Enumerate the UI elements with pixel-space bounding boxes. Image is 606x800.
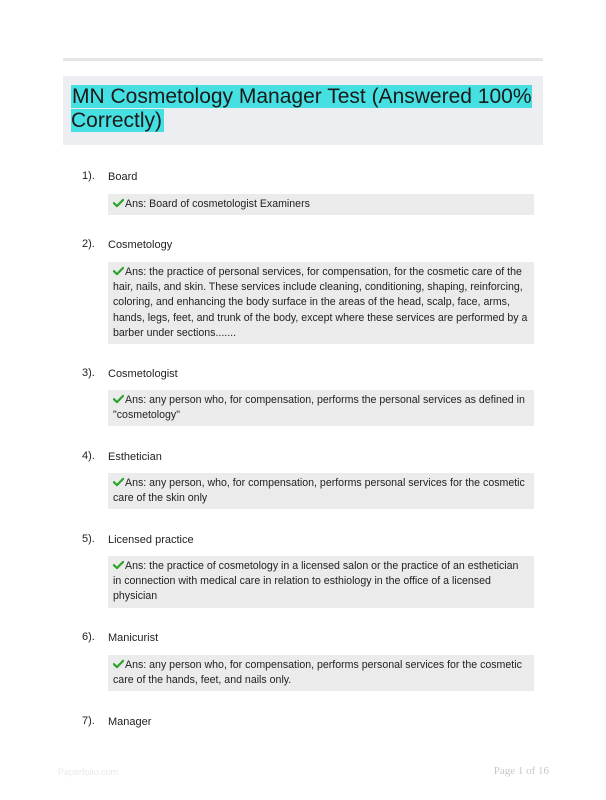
answer-box	[108, 473, 534, 509]
answer-text: any person who, for compensation, performs the personal services as defined in "cosmetology"	[113, 394, 525, 422]
answer-text: Board of cosmetologist Examiners	[149, 198, 310, 210]
top-divider	[63, 58, 543, 61]
answer-box	[108, 655, 534, 691]
answer-box	[108, 390, 534, 426]
question-term: Board	[108, 171, 138, 183]
footer-watermark: Paperfolio.com	[58, 767, 119, 777]
answer-prefix: Ans:	[125, 198, 150, 210]
answer-prefix: Ans:	[125, 266, 150, 278]
question-number: 5).	[82, 533, 95, 545]
question-number: 3).	[82, 367, 95, 379]
answer-box	[108, 194, 534, 215]
question-number: 6).	[82, 631, 95, 643]
check-icon	[113, 560, 124, 570]
check-icon	[113, 266, 124, 276]
answer-text: the practice of cosmetology in a licensed salon or the practice of an esthetician in connection with medical care in relation to esthiology in the office of a licensed physician	[113, 560, 519, 603]
answer-prefix: Ans:	[125, 477, 150, 489]
check-icon	[113, 659, 124, 669]
title-banner	[63, 76, 543, 145]
question-number: 4).	[82, 450, 95, 462]
question-number: 7).	[82, 715, 95, 727]
page-indicator: Page 1 of 16	[493, 765, 549, 777]
check-icon	[113, 477, 124, 487]
answer-text: any person who, for compensation, performs personal services for the cosmetic care of the hands, feet, and nails only.	[113, 659, 522, 687]
answer-prefix: Ans:	[125, 560, 150, 572]
answer-text: any person, who, for compensation, performs personal services for the cosmetic care of the skin only	[113, 477, 525, 505]
answer-prefix: Ans:	[125, 394, 150, 406]
answer-box	[108, 556, 534, 608]
question-term: Licensed practice	[108, 534, 194, 546]
question-number: 1).	[82, 170, 95, 182]
answer-box	[108, 262, 534, 344]
answer-text: the practice of personal services, for compensation, for the cosmetic care of the hair, nails, and skin. These services include cleaning, conditioning, shaping, reinforcing, coloring, and enhancing the body surface in the areas of the head, scalp, face, arms, hands, legs, feet, and trunk of the body, except where these services are performed by a barber under sections.......	[113, 266, 528, 339]
question-term: Cosmetologist	[108, 368, 178, 380]
document-title	[71, 85, 543, 133]
question-term: Cosmetology	[108, 239, 173, 251]
question-term: Manager	[108, 716, 152, 728]
question-number: 2).	[82, 238, 95, 250]
check-icon	[113, 394, 124, 404]
answer-prefix: Ans:	[125, 659, 150, 671]
document-title-text: MN Cosmetology Manager Test (Answered 100% Correctly)	[71, 85, 532, 132]
question-term: Manicurist	[108, 632, 159, 644]
check-icon	[113, 198, 124, 208]
question-term: Esthetician	[108, 451, 162, 463]
